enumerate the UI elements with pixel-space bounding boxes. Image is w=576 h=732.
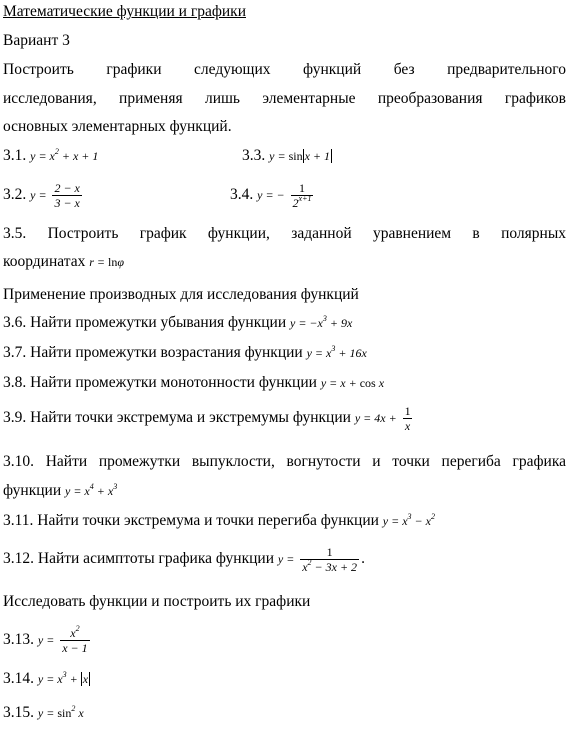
problem-3-12: 3.12. Найти асимптоты графика функции y = $\frac{1}{x^2 - 3x + 2}$ . [3, 545, 365, 574]
problem-3-9: 3.9. Найти точки экстремума и экстремумы функции y = 4x + $\frac{1}{x}$ [3, 404, 411, 433]
formula-3-8: y = x + cos x [320, 376, 385, 390]
formula-3-1: $y = x^2 + x + 1$ [30, 147, 99, 163]
problem-3-6: 3.6. Найти промежутки убывания функции $y = -x^3 + 9x$ [3, 314, 353, 331]
formula-3-14: $y = x^3 + x$ [37, 670, 89, 686]
formula-3-13: $\frac{x^2}{x - 1}$ [62, 624, 88, 655]
problem-3-8: 3.8. Найти промежутки монотонности функции y = x + cos x [3, 374, 385, 391]
formula-3-15: $y = \sin^2 x$ [37, 704, 84, 720]
formula-3-11: $y = x^3 - x^2$ [382, 512, 435, 528]
problem-number: 3.4. [230, 186, 254, 204]
section-investigate-heading: Исследовать функции и построить их графики [3, 593, 311, 610]
intro-line-3: основных элементарных функций. [3, 118, 232, 135]
problem-3-7: 3.7. Найти промежутки возрастания функции $y = x^3 + 16x$ [3, 344, 367, 361]
problem-3-10-line-2: функции $y = x^4 + x^3$ [3, 482, 118, 499]
problem-3-10-line-1: 3.10. Найти промежутки выпуклости, вогнутости и точки перегиба графика [3, 453, 566, 470]
intro-line-1: Построить графики следующих функций без предварительного [3, 61, 566, 78]
problem-3-13: 3.13. y = $\frac{x^2}{x - 1}$ [3, 624, 88, 655]
problem-number: 3.2. [3, 186, 27, 204]
problem-number: 3.1. [3, 147, 27, 164]
problem-number: 3.3. [242, 147, 266, 164]
problem-3-5-line-2: координатах r = lnφ [3, 253, 124, 270]
formula-3-3: y = sin x + 1 [269, 149, 331, 163]
formula-3-10: $y = x^4 + x^3$ [65, 482, 118, 498]
problem-3-5-line-1: 3.5. Построить график функции, заданной уравнением в полярных [3, 225, 566, 242]
formula-3-5: r = lnφ [89, 255, 124, 269]
problem-3-14: 3.14. $y = x^3 + x$ [3, 670, 89, 687]
problem-3-4: 3.4. y = − $\frac{1}{2^{x+1}}$ [230, 181, 312, 210]
formula-3-7: $y = x^3 + 16x$ [306, 344, 367, 360]
problem-3-11: 3.11. Найти точки экстремума и точки перегиба функции $y = x^3 - x^2$ [3, 512, 435, 529]
formula-3-2: $\frac{2 - x}{3 - x}$ [54, 181, 80, 210]
formula-3-9: $\frac{1}{x}$ [404, 404, 411, 433]
problem-3-3 [242, 146, 566, 166]
variant-heading: Вариант 3 [3, 32, 70, 49]
problem-3-15: 3.15. $y = \sin^2 x$ [3, 704, 84, 721]
page-title: Математические функции и графики [3, 3, 246, 20]
section-derivatives-heading: Применение производных для исследования функций [3, 286, 359, 303]
formula-3-6: $y = -x^3 + 9x$ [290, 314, 353, 330]
intro-line-2: исследования, применяя лишь элементарные преобразования графиков [3, 90, 566, 107]
formula-3-12: $\frac{1}{x^2 - 3x + 2}$ [302, 545, 358, 574]
formula-3-4: $\frac{1}{2^{x+1}}$ [292, 181, 312, 210]
problem-3-2: 3.2. y = $\frac{2 - x}{3 - x}$ [3, 181, 80, 210]
